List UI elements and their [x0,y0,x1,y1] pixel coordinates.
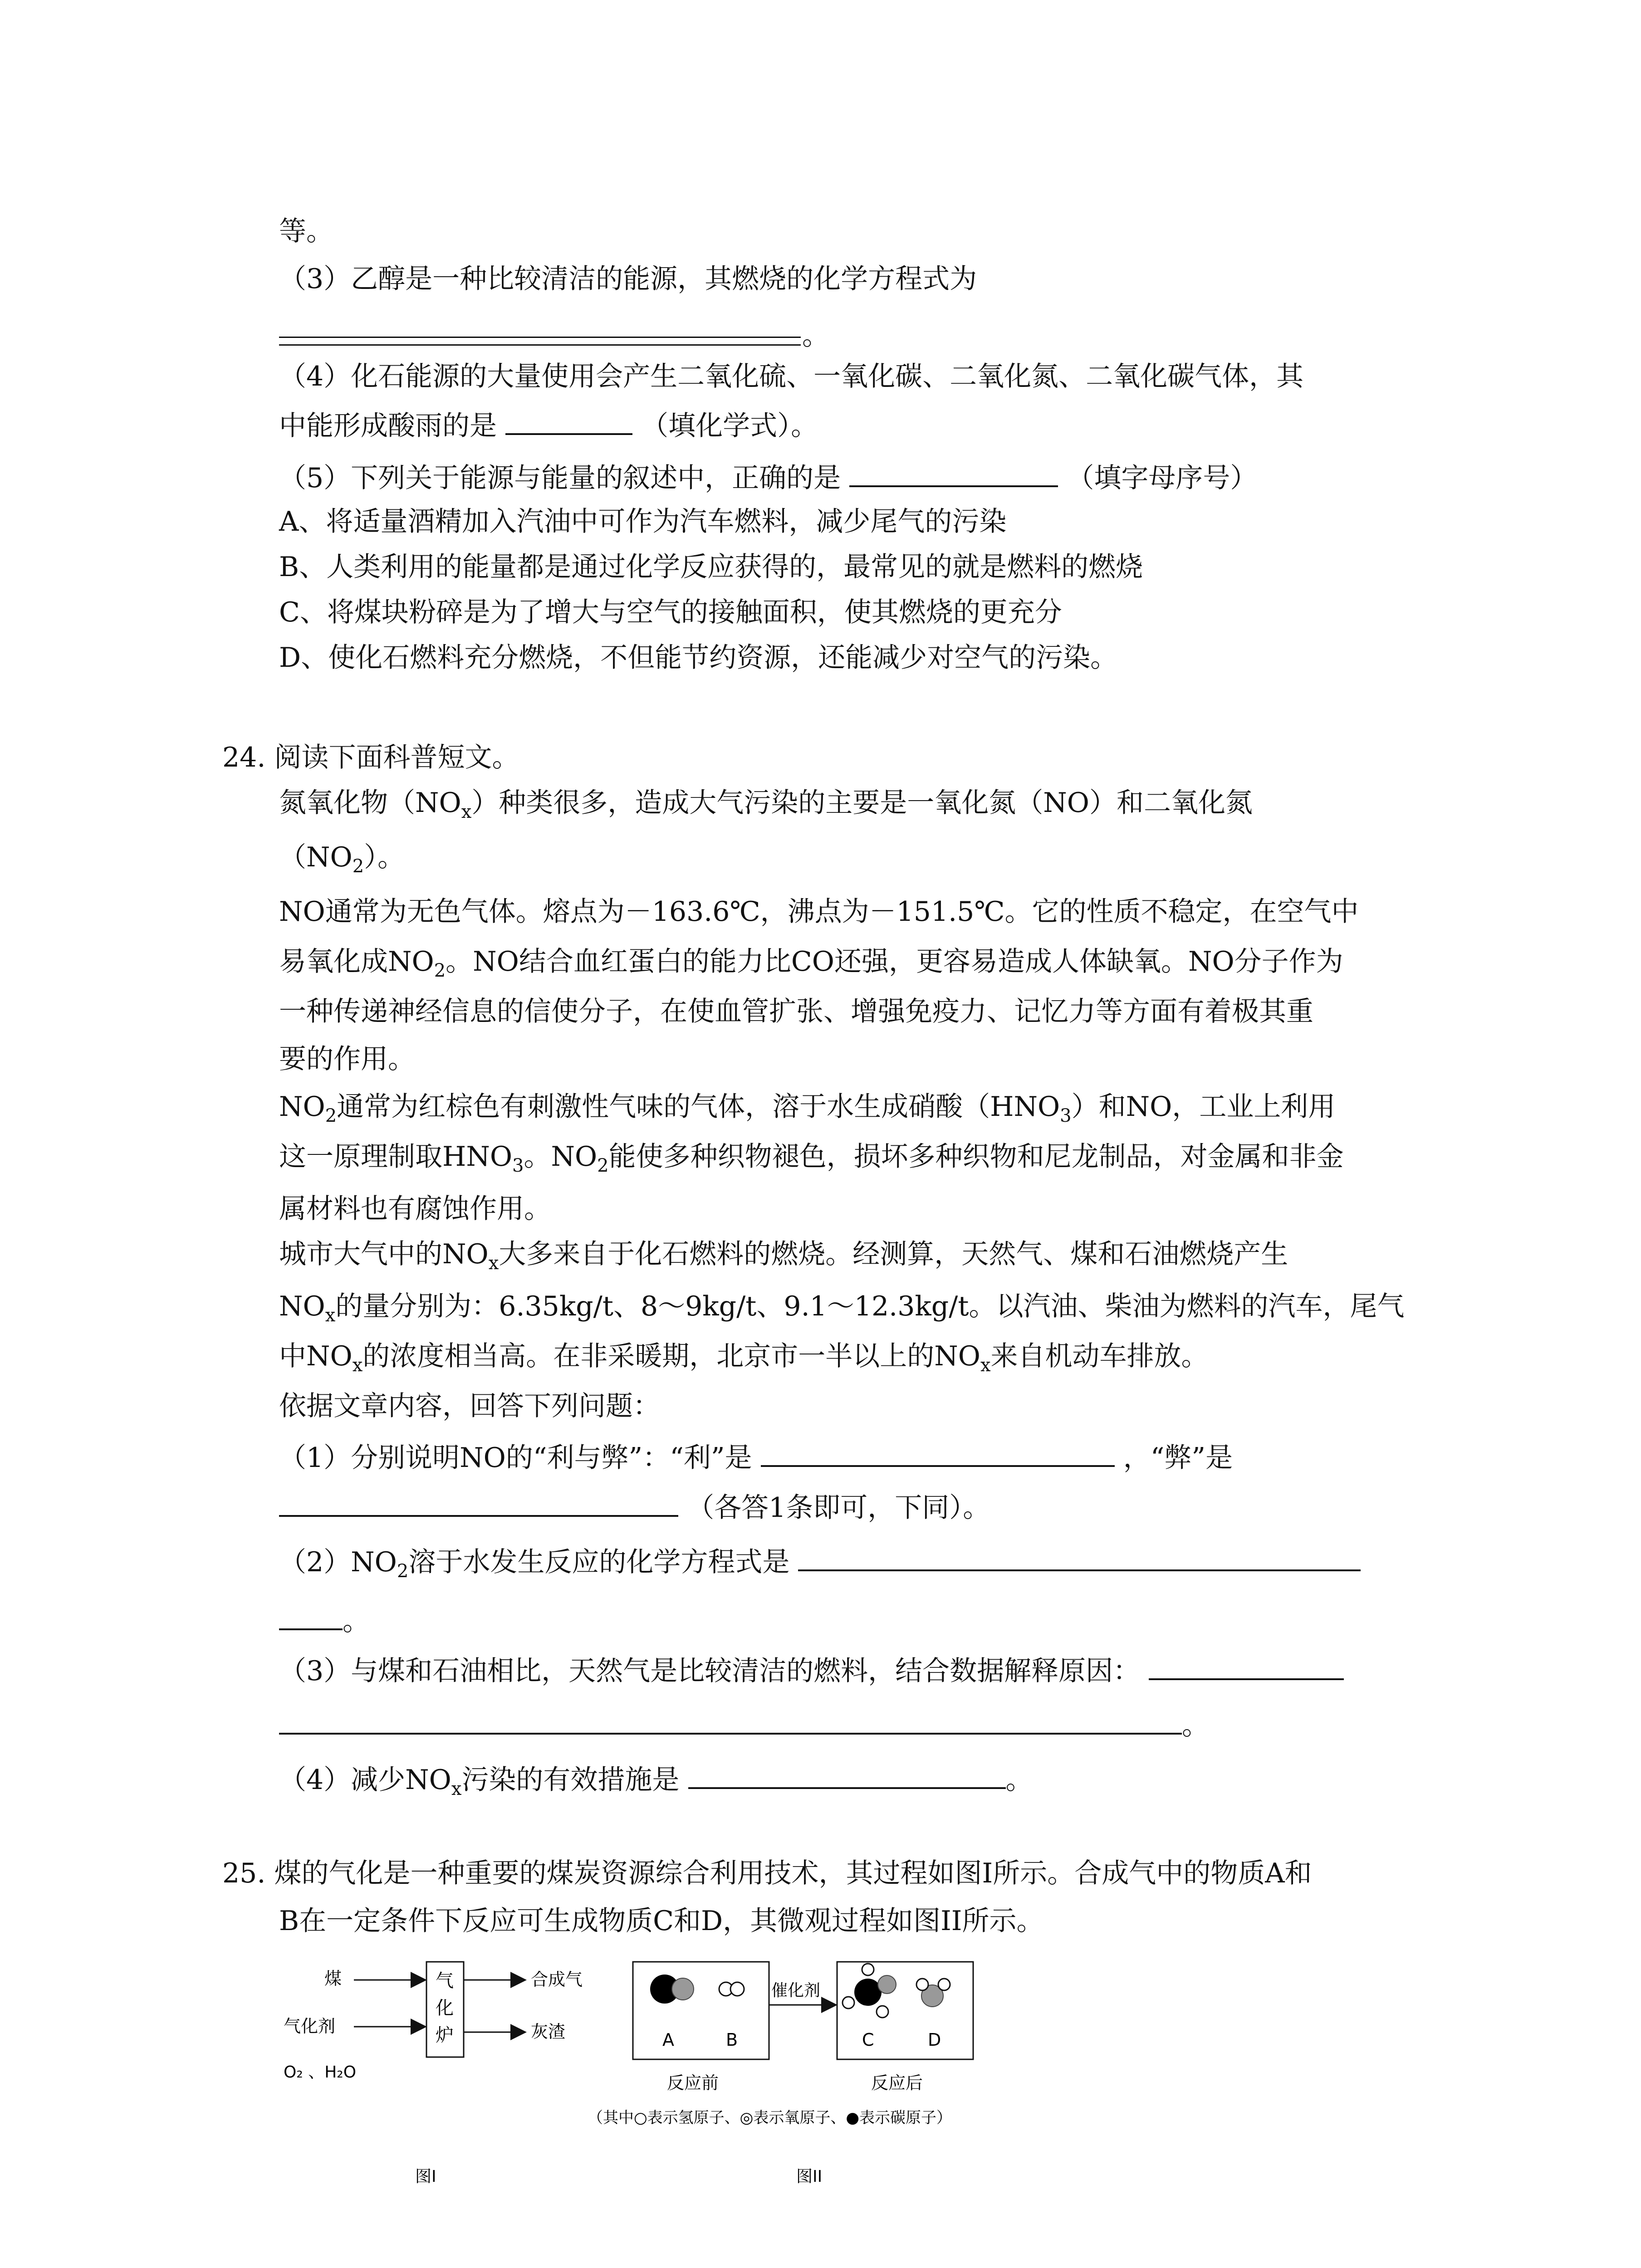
ash-label: 灰渣 [531,2022,566,2042]
q24-part4-text: （4）减少NO [279,1764,451,1796]
reagents-label: O₂ 、H₂O [284,2063,357,2082]
q23-part5 [279,458,1257,496]
molecule-d-hydrogen-2 [938,1979,950,1990]
catalyst-label: 催化剂 [771,1981,821,2000]
para-text: 易氧化成NO [279,946,434,978]
q24-part4-end: 。 [1005,1764,1033,1796]
label-a: A [662,2030,674,2050]
para-text: 这一原理制取HNO [279,1141,513,1173]
subscript: 2 [397,1561,409,1582]
q23-part4-line1: （4）化石能源的大量使用会产生二氧化硫、一氧化碳、二氧化氮、二氧化碳气体，其 [279,361,1304,392]
q25-line1: 25. 煤的气化是一种重要的煤炭资源综合利用技术，其过程如图I所示。合成气中的物质A和 [222,1857,1312,1889]
para-text: 中NO [279,1340,353,1372]
q24-part2-line2 [279,1601,370,1639]
q24-para4-line1 [279,1236,1288,1281]
q24-para2-line2 [279,943,1343,989]
subscript: 3 [1060,1105,1072,1126]
subscript: x [325,1305,336,1326]
subscript: 2 [434,960,446,981]
para-text: 的量分别为：6.35kg/t、8～9kg/t、9.1～12.3kg/t。以汽油、柴油为燃料的汽车，尾气 [335,1290,1405,1322]
furnace-char-1: 气 [436,1970,454,1991]
para-text: ）种类很多，造成大气污染的主要是一氧化氮（NO）和二氧化氮 [471,787,1253,819]
para-text: ）。 [364,841,405,873]
syngas-label: 合成气 [531,1970,583,1989]
q24-para2-line4: 要的作用。 [279,1043,415,1075]
q24-part2-text2: 溶于水发生反应的化学方程式是 [408,1546,790,1578]
para-text: 通常为红棕色有刺激性气味的气体，溶于水生成硝酸（HNO [337,1091,1060,1123]
answer-blank-q23-5[interactable] [849,458,1058,487]
para-text: 氮氧化物（NO [279,787,461,819]
para-text: 。NO结合血红蛋白的能力比CO还强，更容易造成人体缺氧。NO分子作为 [446,946,1343,978]
q24-para2-line1: NO通常为无色气体。熔点为－163.6℃，沸点为－151.5℃。它的性质不稳定，在空气中 [279,896,1359,928]
molecule-c-hydrogen-1 [862,1964,874,1975]
answer-blank-q24-2-cont[interactable] [279,1601,343,1630]
para-text: 大多来自于化石燃料的燃烧。经测算，天然气、煤和石油燃烧产生 [499,1238,1288,1270]
q24-part2-text: （2）NO [279,1546,397,1578]
q24-part3-end: 。 [1182,1710,1209,1741]
q24-para1-line2 [279,839,405,885]
q24-part4 [279,1760,1033,1807]
para-text: 城市大气中的NO [279,1238,489,1270]
para-text: ）和NO，工业上利用 [1071,1091,1336,1123]
q25-line2: B在一定条件下反应可生成物质C和D，其微观过程如图II所示。 [279,1905,1044,1937]
before-label: 反应前 [667,2073,719,2093]
q24-part1-hint: （各答1条即可，下同）。 [687,1492,990,1524]
q23-part5-text: （5）下列关于能源与能量的叙述中，正确的是 [279,462,841,494]
label-b: B [726,2030,738,2050]
q24-intro: 依据文章内容，回答下列问题： [279,1390,660,1422]
label-c: C [862,2030,874,2050]
answer-blank-q24-3-cont[interactable] [279,1706,1182,1735]
subscript: 2 [597,1155,609,1176]
q24-part4-text2: 污染的有效措施是 [461,1764,680,1796]
agent-label: 气化剂 [284,2016,336,2036]
subscript: x [461,802,472,822]
after-label: 反应后 [871,2073,923,2093]
subscript: x [352,1355,363,1376]
q23-part5-hint: （填字母序号） [1067,462,1258,494]
q23-tail: 等。 [279,215,333,247]
para-text: 的浓度相当高。在非采暖期，北京市一半以上的NO [362,1340,980,1372]
subscript: 2 [352,856,364,877]
q23-part3-end: 。 [802,320,829,352]
coal-label: 煤 [324,1969,342,1989]
answer-blank-q24-1-harm[interactable] [279,1488,678,1517]
para-text: NO [279,1290,325,1322]
subscript: 3 [512,1155,524,1176]
label-d: D [928,2030,941,2050]
q24-title: 24. 阅读下面科普短文。 [222,742,519,773]
q24-para3-line3: 属材料也有腐蚀作用。 [279,1193,551,1225]
q24-part1-text: （1）分别说明NO的“利与弊”：“利”是 [279,1442,752,1474]
subscript: x [980,1355,991,1376]
q24-para4-line3 [279,1338,1209,1383]
answer-blank-q23-3[interactable] [279,337,801,346]
subscript: x [451,1779,462,1799]
q24-part1-line1 [279,1438,1233,1476]
q24-para1-line1 [279,785,1253,830]
q23-part4-line2 [279,406,818,444]
q24-part2-line1 [279,1542,1361,1589]
molecule-c-hydrogen-2 [843,1997,854,2009]
answer-blank-q24-4[interactable] [688,1760,1006,1789]
q24-part1-line2 [279,1488,990,1526]
fig1-caption: 图I [415,2167,436,2186]
q23-part4-text: 中能形成酸雨的是 [279,410,497,442]
q23-part4-hint: （填化学式）。 [641,410,818,442]
furnace-char-2: 化 [436,1998,454,2019]
furnace-char-3: 炉 [436,2025,454,2046]
q24-part3-line1 [279,1651,1344,1689]
q24-para3-line1 [279,1089,1335,1134]
para-text: 。NO [524,1141,598,1173]
before-box [633,1962,769,2059]
answer-blank-q23-4[interactable] [505,406,632,435]
q24-part1-text2: ，“弊”是 [1123,1442,1233,1474]
option-a: A、将适量酒精加入汽油中可作为汽车燃料，减少尾气的污染 [279,506,1007,538]
q25-figures [279,1960,1141,2195]
answer-blank-q24-2[interactable] [798,1542,1361,1571]
q24-part3-text: （3）与煤和石油相比，天然气是比较清洁的燃料，结合数据解释原因： [279,1655,1141,1687]
subscript: 2 [325,1105,337,1126]
option-d: D、使化石燃料充分燃烧，不但能节约资源，还能减少对空气的污染。 [279,642,1118,674]
molecule-d-hydrogen-1 [916,1979,928,1990]
molecule-c-carbon [854,1979,882,2006]
atom-legend: （其中○表示氢原子、◎表示氧原子、●表示碳原子） [588,2109,952,2127]
option-b: B、人类利用的能量都是通过化学反应获得的，最常见的就是燃料的燃烧 [279,551,1143,583]
answer-blank-q24-1-benefit[interactable] [761,1438,1115,1467]
q24-part3-line2 [279,1706,1209,1744]
fig2-caption: 图II [796,2167,823,2186]
molecule-b-hydrogen-2 [730,1982,744,1996]
para-text: NO [279,1091,325,1123]
q24-part2-end: 。 [343,1605,370,1637]
subscript: x [488,1253,499,1274]
option-c: C、将煤块粉碎是为了增大与空气的接触面积，使其燃烧的更充分 [279,596,1062,628]
para-text: （NO [279,841,353,873]
q24-para2-line3: 一种传递神经信息的信使分子，在使血管扩张、增强免疫力、记忆力等方面有着极其重 [279,996,1313,1027]
q23-part3: （3）乙醇是一种比较清洁的能源，其燃烧的化学方程式为 [279,263,977,295]
molecule-c-hydrogen-3 [877,2006,888,2018]
answer-blank-q24-3[interactable] [1149,1651,1344,1680]
q24-para4-line2 [279,1288,1405,1334]
para-text: 来自机动车排放。 [990,1340,1209,1372]
para-text: 能使多种织物褪色，损坏多种织物和尼龙制品，对金属和非金 [608,1141,1344,1173]
after-box [837,1962,973,2059]
molecule-a-oxygen [672,1978,694,2000]
q25-figure-svg [279,1960,1141,2195]
molecule-c-oxygen [878,1975,896,1994]
q24-para3-line2 [279,1139,1344,1184]
